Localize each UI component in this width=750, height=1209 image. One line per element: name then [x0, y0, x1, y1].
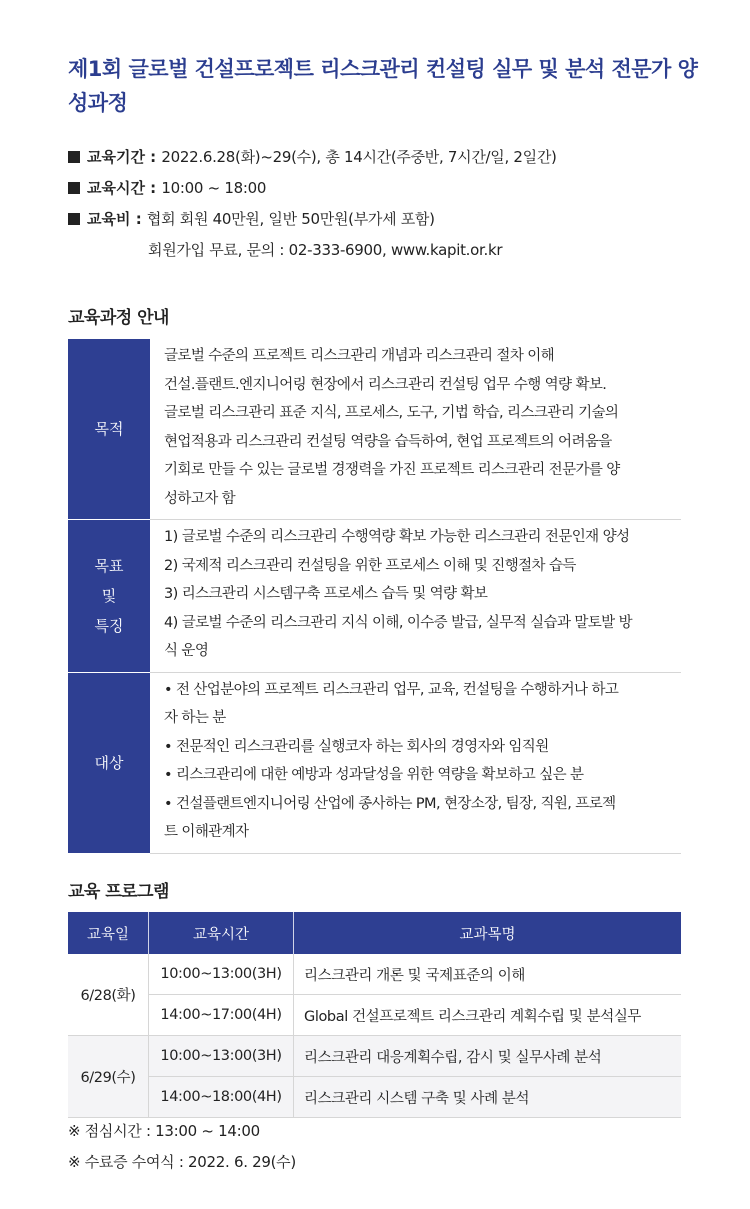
session-subject: 리스크관리 시스템 구축 및 사례 분석 — [294, 1077, 682, 1118]
guide-line: 성하고자 함 — [164, 490, 236, 507]
program-table — [68, 912, 681, 1118]
time-value: 10:00 ~ 18:00 — [161, 179, 267, 197]
guide-line: 현업적용과 리스크관리 컨설팅 역량을 습득하여, 현업 프로젝트의 어려움을 — [164, 433, 612, 450]
session-subject: Global 건설프로젝트 리스크관리 계획수립 및 분석실무 — [294, 995, 682, 1036]
guide-line: • 건설플랜트엔지니어링 산업에 종사하는 PM, 현장소장, 팀장, 직원, 프로젝 — [164, 795, 616, 812]
period-value: 2022.6.28(화)~29(수), 총 14시간(주중반, 7시간/일, 2일간) — [161, 148, 557, 166]
session-time: 14:00~17:00(4H) — [149, 995, 294, 1036]
course-info — [68, 146, 688, 270]
guide-category: 목적 — [68, 339, 150, 520]
square-bullet-icon — [68, 213, 80, 225]
guide-line: 트 이해관계자 — [164, 824, 249, 840]
guide-category-line: 특징 — [94, 616, 124, 635]
guide-category — [68, 520, 150, 673]
period-row — [68, 146, 688, 177]
guide-table — [68, 339, 681, 854]
guide-line: 3) 리스크관리 시스템구축 프로세스 습득 및 역량 확보 — [164, 586, 488, 602]
session-time: 10:00~13:00(3H) — [149, 1036, 294, 1077]
guide-line: 식 운영 — [164, 643, 209, 659]
fee-note: 회원가입 무료, 문의 : 02-333-6900, www.kapit.or.kr — [148, 241, 503, 259]
table-row — [68, 1077, 681, 1118]
session-subject: 리스크관리 개론 및 국제표준의 이해 — [294, 954, 682, 995]
square-bullet-icon — [68, 151, 80, 163]
guide-row-target — [68, 672, 681, 853]
guide-content — [150, 520, 681, 673]
guide-line: 글로벌 수준의 프로젝트 리스크관리 개념과 리스크관리 절차 이해 — [164, 348, 555, 364]
session-day: 6/29(수) — [68, 1036, 149, 1118]
guide-line: 1) 글로벌 수준의 리스크관리 수행역량 확보 가능한 리스크관리 전문인재 양성 — [164, 529, 630, 545]
guide-line: 2) 국제적 리스크관리 컨설팅을 위한 프로세스 이해 및 진행절차 습득 — [164, 557, 576, 574]
fee-value: 협회 회원 40만원, 일반 50만원(부가세 포함) — [146, 210, 435, 228]
guide-category: 대상 — [68, 672, 150, 853]
guide-line: 4) 글로벌 수준의 리스크관리 지식 이해, 이수증 발급, 실무적 실습과 말토발 방 — [164, 614, 633, 631]
table-row — [68, 1036, 681, 1077]
program-heading: 교육 프로그램 — [68, 882, 169, 902]
fee-row — [68, 208, 688, 239]
guide-row-purpose — [68, 339, 681, 520]
guide-line: • 전 산업분야의 프로젝트 리스크관리 업무, 교육, 컨설팅을 수행하거나 하고 — [164, 681, 619, 698]
guide-line: 건설.플랜트.엔지니어링 현장에서 리스크관리 컨설팅 업무 수행 역량 확보. — [164, 376, 607, 393]
time-row — [68, 177, 688, 208]
table-row — [68, 954, 681, 995]
guide-line: 기회로 만들 수 있는 글로벌 경쟁력을 가진 프로젝트 리스크관리 전문가를 양 — [164, 462, 620, 478]
column-header-subject: 교과목명 — [294, 912, 682, 954]
guide-line: 글로벌 리스크관리 표준 지식, 프로세스, 도구, 기법 학습, 리스크관리 기술의 — [164, 405, 619, 421]
square-bullet-icon — [68, 182, 80, 194]
ceremony-note: ※ 수료증 수여식 : 2022. 6. 29(수) — [68, 1153, 296, 1171]
guide-row-goals — [68, 520, 681, 673]
column-header-time: 교육시간 — [149, 912, 294, 954]
guide-line: • 리스크관리에 대한 예방과 성과달성을 위한 역량을 확보하고 싶은 분 — [164, 767, 584, 783]
notes — [68, 1116, 296, 1178]
course-title: 제1회 글로벌 건설프로젝트 리스크관리 컨설팅 실무 및 분석 전문가 양성과정 — [68, 57, 698, 115]
fee-label: 교육비 : — [87, 210, 147, 228]
guide-category-line: 목표 — [94, 556, 124, 575]
time-label: 교육시간 : — [87, 179, 162, 197]
period-label: 교육기간 : — [87, 148, 162, 166]
lunch-note: ※ 점심시간 : 13:00 ~ 14:00 — [68, 1122, 260, 1140]
column-header-day: 교육일 — [68, 912, 149, 954]
guide-line: 자 하는 분 — [164, 710, 226, 726]
guide-content — [150, 672, 681, 853]
guide-content — [150, 339, 681, 520]
program-header-row — [68, 912, 681, 954]
guide-line: • 전문적인 리스크관리를 실행코자 하는 회사의 경영자와 임직원 — [164, 738, 549, 755]
session-time: 10:00~13:00(3H) — [149, 954, 294, 995]
session-subject: 리스크관리 대응계획수립, 감시 및 실무사례 분석 — [294, 1036, 682, 1077]
session-time: 14:00~18:00(4H) — [149, 1077, 294, 1118]
table-row — [68, 995, 681, 1036]
session-day: 6/28(화) — [68, 954, 149, 1036]
guide-heading: 교육과정 안내 — [68, 308, 169, 328]
guide-category-line: 및 — [101, 586, 117, 605]
